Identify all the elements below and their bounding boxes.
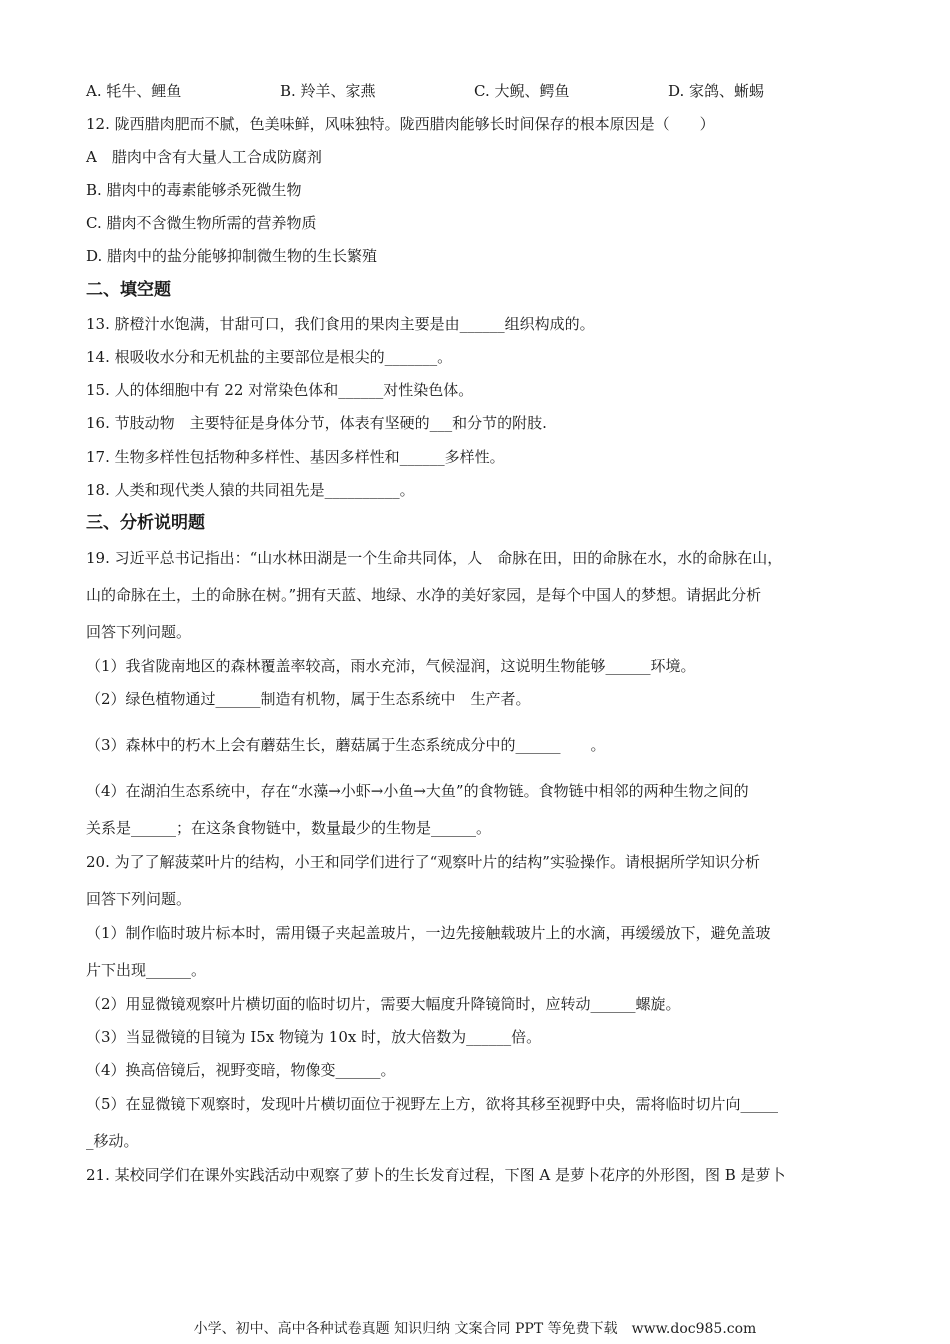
question-18: 18. 人类和现代类人猿的共同祖先是__________。 bbox=[86, 481, 415, 499]
q20-part-1-line-2: 片下出现______。 bbox=[86, 961, 207, 979]
q11-option-d: D. 家鸽、蜥蜴 bbox=[668, 82, 765, 100]
q12-option-d: D. 腊肉中的盐分能够抑制微生物的生长繁殖 bbox=[86, 247, 378, 265]
q19-part-4-line-2: 关系是______；在这条食物链中，数量最少的生物是______。 bbox=[86, 819, 492, 837]
q19-stem-line-3: 回答下列问题。 bbox=[86, 623, 192, 641]
q19-part-4-line-1: （4）在湖泊生态系统中，存在“水藻→小虾→小鱼→大鱼”的食物链。食物链中相邻的两种生物之间的 bbox=[86, 782, 749, 800]
section-2-title: 二、填空题 bbox=[86, 280, 171, 300]
q12-option-c: C. 腊肉不含微生物所需的营养物质 bbox=[86, 214, 317, 232]
q20-part-3: （3）当显微镜的目镜为 I5x 物镜为 10x 时，放大倍数为______倍。 bbox=[86, 1028, 542, 1046]
q21-stem-line-1: 21. 某校同学们在课外实践活动中观察了萝卜的生长发育过程，下图 A 是萝卜花序的外形图，图 B 是萝卜 bbox=[86, 1166, 786, 1184]
q19-stem-line-2: 山的命脉在土，土的命脉在树。”拥有天蓝、地绿、水净的美好家园，是每个中国人的梦想。请据此分析 bbox=[86, 586, 762, 604]
q20-part-2: （2）用显微镜观察叶片横切面的临时切片，需要大幅度升降镜筒时，应转动______螺旋。 bbox=[86, 995, 681, 1013]
q11-option-a: A. 牦牛、鲤鱼 bbox=[86, 82, 182, 100]
question-16: 16. 节肢动物 主要特征是身体分节，体表有坚硬的___和分节的附肢. bbox=[86, 414, 547, 432]
q19-part-3: （3）森林中的朽木上会有蘑菇生长，蘑菇属于生态系统成分中的______ 。 bbox=[86, 736, 606, 754]
section-3-title: 三、分析说明题 bbox=[86, 513, 205, 533]
q20-part-1-line-1: （1）制作临时玻片标本时，需用镊子夹起盖玻片，一边先接触载玻片上的水滴，再缓缓放下，避免盖玻 bbox=[86, 924, 771, 942]
q20-stem-line-2: 回答下列问题。 bbox=[86, 890, 192, 908]
question-13: 13. 脐橙汁水饱满，甘甜可口，我们食用的果肉主要是由______组织构成的。 bbox=[86, 315, 595, 333]
q12-option-a: A 腊肉中含有大量人工合成防腐剂 bbox=[86, 148, 322, 166]
q19-part-1: （1）我省陇南地区的森林覆盖率较高，雨水充沛，气候湿润，这说明生物能够______环境。 bbox=[86, 657, 696, 675]
question-15: 15. 人的体细胞中有 22 对常染色体和______对性染色体。 bbox=[86, 381, 474, 399]
q20-part-5-line-2: _移动。 bbox=[86, 1132, 139, 1150]
q19-stem-line-1: 19. 习近平总书记指出：“山水林田湖是一个生命共同体，人 命脉在田，田的命脉在水，水的命脉在山， bbox=[86, 549, 783, 567]
q20-part-4: （4）换高倍镜后，视野变暗，物像变______。 bbox=[86, 1061, 396, 1079]
q12-stem: 12. 陇西腊肉肥而不腻，色美味鲜，风味独特。陇西腊肉能够长时间保存的根本原因是（ ） bbox=[86, 115, 715, 133]
question-14: 14. 根吸收水分和无机盐的主要部位是根尖的_______。 bbox=[86, 348, 453, 366]
q11-option-b: B. 羚羊、家燕 bbox=[280, 82, 376, 100]
q20-part-5-line-1: （5）在显微镜下观察时，发现叶片横切面位于视野左上方，欲将其移至视野中央，需将临时切片向_____ bbox=[86, 1095, 779, 1113]
q19-part-2: （2）绿色植物通过______制造有机物，属于生态系统中 生产者。 bbox=[86, 690, 531, 708]
question-17: 17. 生物多样性包括物种多样性、基因多样性和______多样性。 bbox=[86, 448, 505, 466]
q12-option-b: B. 腊肉中的毒素能够杀死微生物 bbox=[86, 181, 302, 199]
q20-stem-line-1: 20. 为了了解菠菜叶片的结构，小王和同学们进行了“观察叶片的结构”实验操作。请根据所学知识分析 bbox=[86, 853, 760, 871]
page-footer: 小学、初中、高中各种试卷真题 知识归纳 文案合同 PPT 等免费下载 www.doc985.com bbox=[193, 1321, 757, 1337]
q11-option-c: C. 大鲵、鳄鱼 bbox=[474, 82, 570, 100]
